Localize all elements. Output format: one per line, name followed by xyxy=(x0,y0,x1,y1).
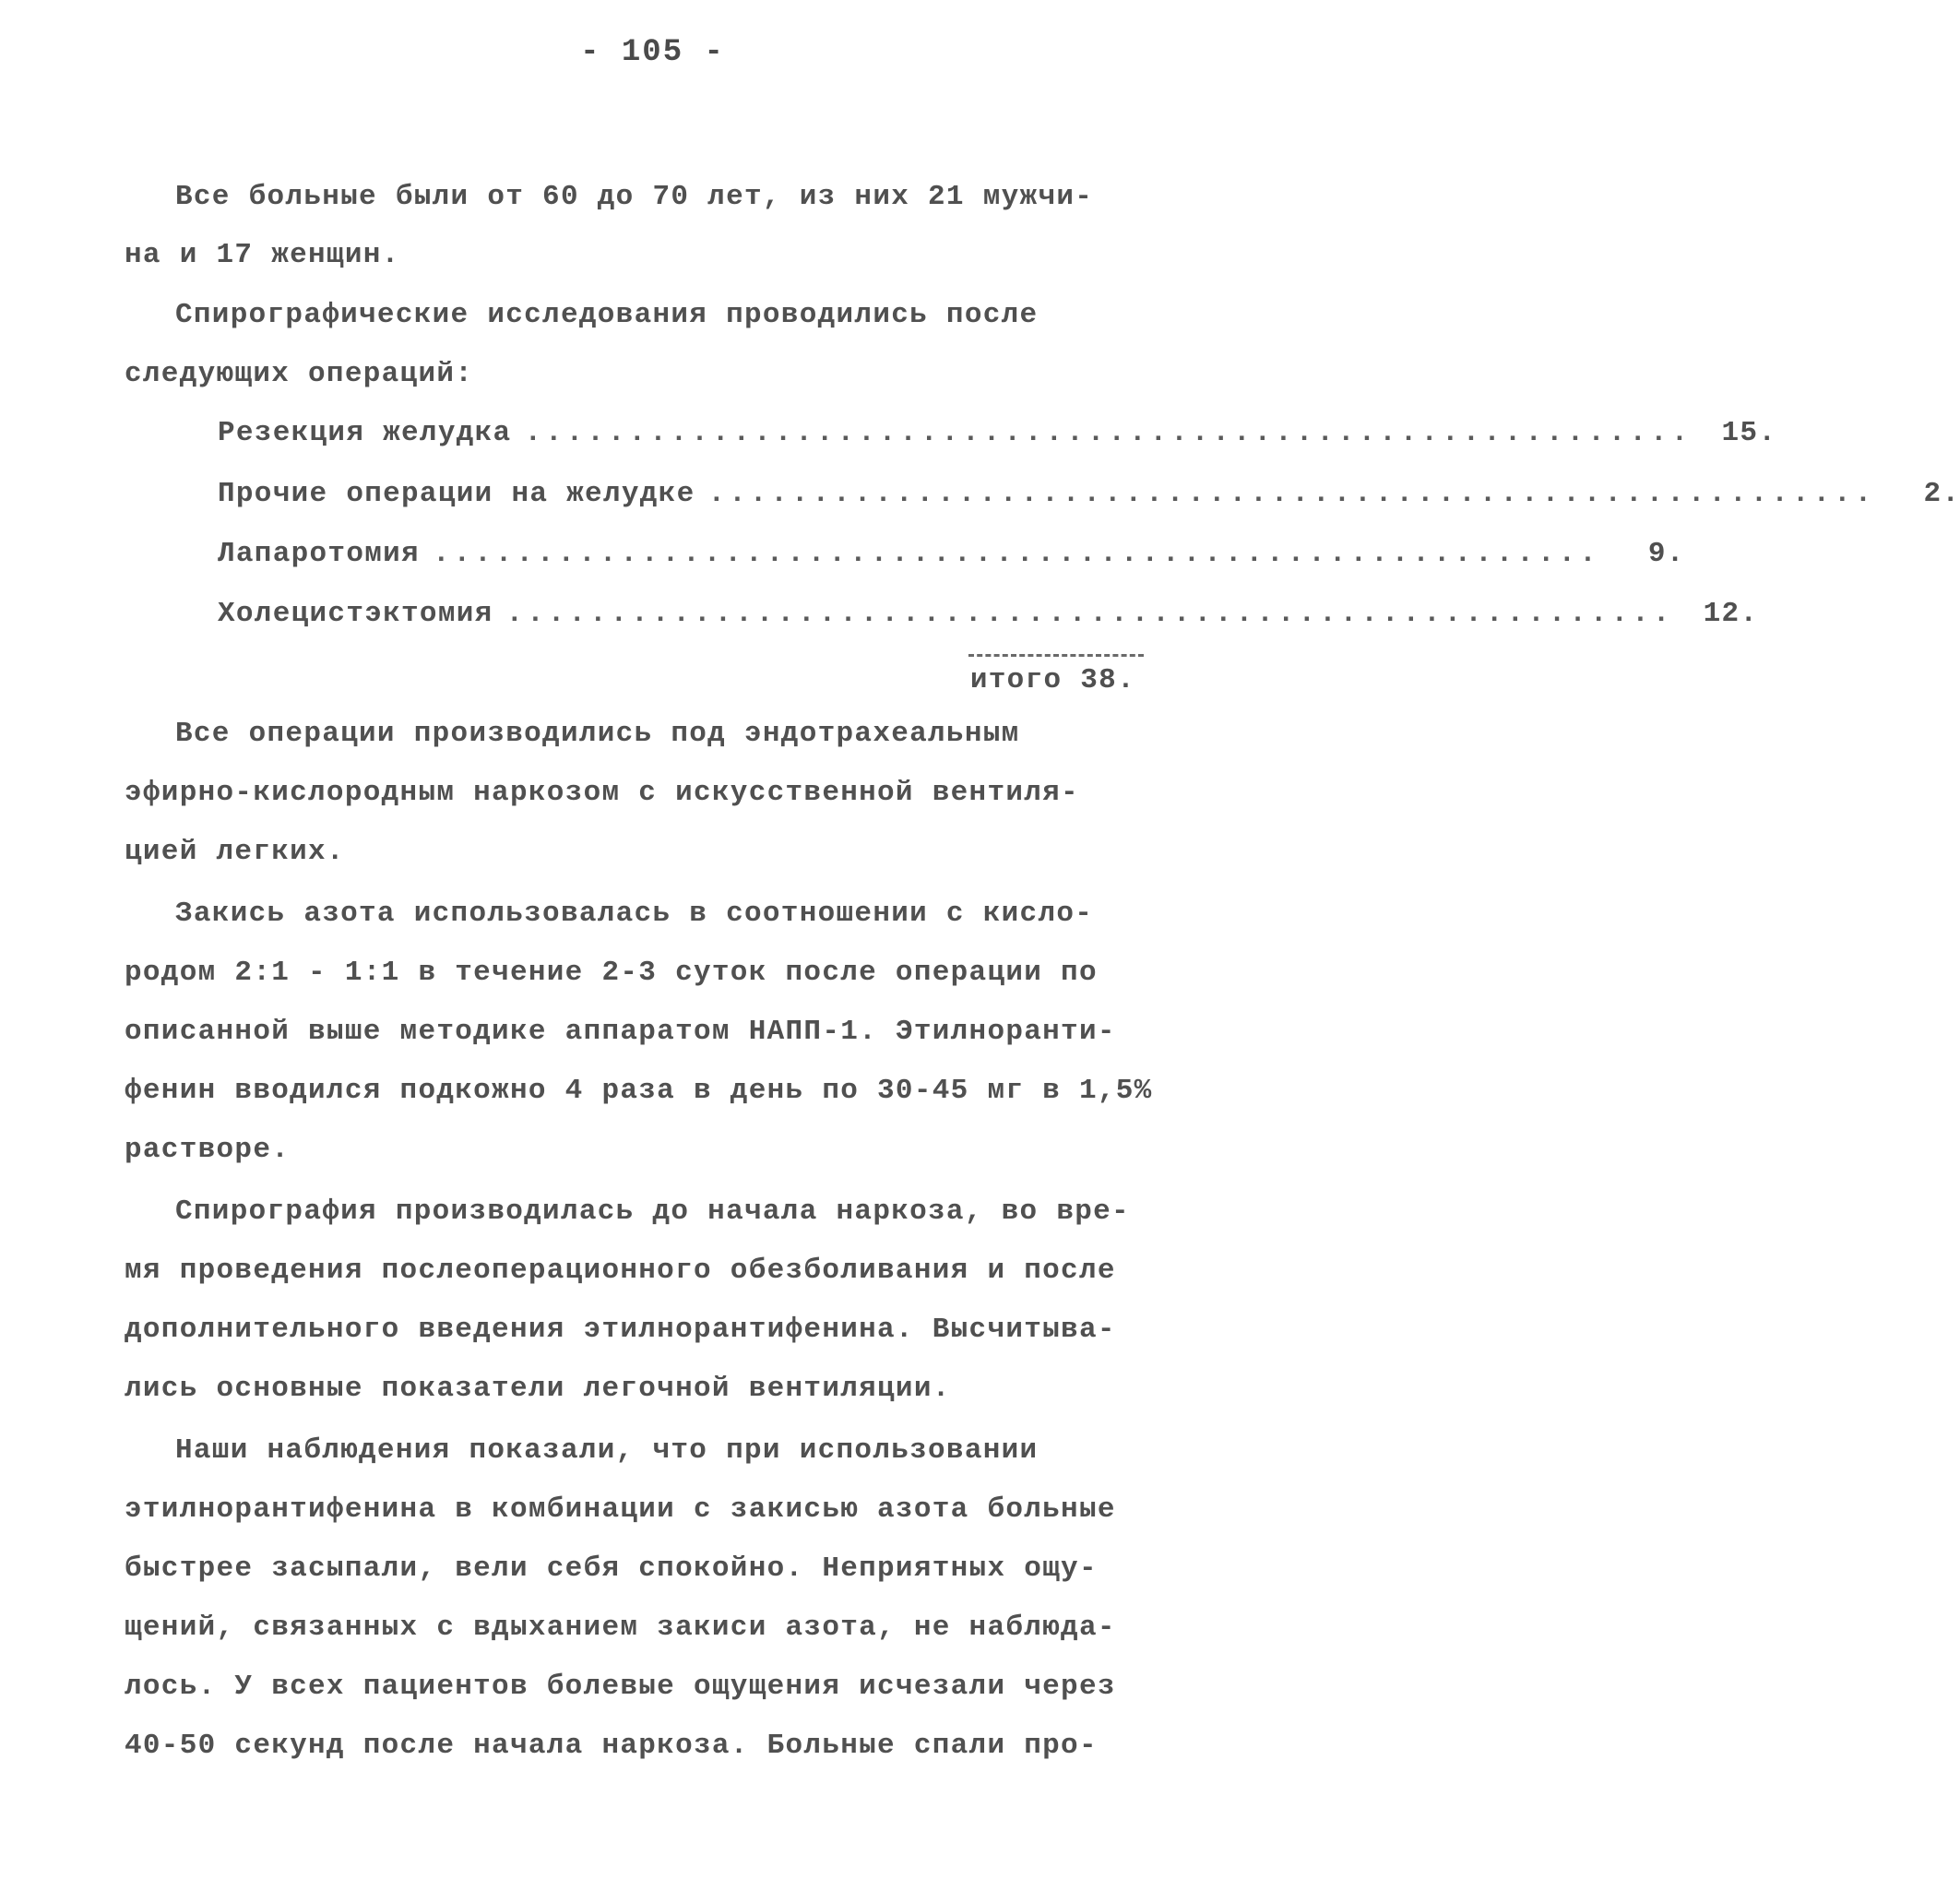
text-line: следующих операций: xyxy=(125,358,474,390)
page-number: - 105 - xyxy=(580,35,725,70)
operation-count: 2. xyxy=(1923,478,1960,510)
total-line xyxy=(922,664,1135,696)
leader-dots: ........................................................ xyxy=(505,598,1674,630)
text-line: Все операции производились под эндотрахеальным xyxy=(175,718,1020,750)
operation-row xyxy=(218,417,1777,449)
operation-row xyxy=(218,538,1685,570)
operation-count: 12. xyxy=(1703,598,1759,630)
total-value: 38. xyxy=(1080,664,1135,696)
operation-row xyxy=(218,478,1960,510)
text-line: эфирно-кислородным наркозом с искусственной вентиля- xyxy=(125,777,1079,809)
operation-name: Прочие операции на желудке xyxy=(218,478,695,510)
operation-name: Резекция желудка xyxy=(218,417,512,449)
text-line: описанной выше методике аппаратом НАПП-1. Этилноранти- xyxy=(125,1016,1116,1048)
text-line: лось. У всех пациентов болевые ощущения исчезали через xyxy=(125,1671,1116,1703)
text-line: Все больные были от 60 до 70 лет, из них 21 мужчи- xyxy=(175,181,1094,213)
text-line: лись основные показатели легочной вентиляции. xyxy=(125,1373,951,1405)
text-line: фенин вводился подкожно 4 раза в день по 30-45 мг в 1,5% xyxy=(125,1075,1153,1107)
total-label: итого xyxy=(969,664,1063,696)
leader-dots: ........................................................ xyxy=(432,538,1600,570)
operation-name: Лапаротомия xyxy=(218,538,420,570)
text-line: дополнительного введения этилнорантифенина. Высчитыва- xyxy=(125,1314,1116,1346)
operation-row xyxy=(218,598,1759,630)
text-line: 40-50 секунд после начала наркоза. Больные спали про- xyxy=(125,1730,1098,1762)
text-line: на и 17 женщин. xyxy=(125,239,400,271)
text-line: быстрее засыпали, вели себя спокойно. Неприятных ощу- xyxy=(125,1552,1098,1585)
text-line: Наши наблюдения показали, что при использовании xyxy=(175,1434,1039,1467)
text-line: этилнорантифенина в комбинации с закисью азота больные xyxy=(125,1493,1116,1526)
text-line: родом 2:1 - 1:1 в течение 2-3 суток после операции по xyxy=(125,957,1098,989)
text-line: цией легких. xyxy=(125,836,345,868)
text-line: мя проведения послеоперационного обезболивания и после xyxy=(125,1255,1116,1287)
operation-count: 9. xyxy=(1647,538,1685,570)
text-line: растворе. xyxy=(125,1134,291,1166)
leader-dots: ........................................................ xyxy=(524,417,1693,449)
operation-name: Холецистэктомия xyxy=(218,598,493,630)
text-line: щений, связанных с вдыханием закиси азота, не наблюда- xyxy=(125,1612,1116,1644)
text-line: Спирография производилась до начала наркоза, во вре- xyxy=(175,1195,1130,1228)
sum-dashed-rule xyxy=(968,654,1144,657)
text-line: Закись азота использовалась в соотношении с кисло- xyxy=(175,898,1094,930)
leader-dots: ........................................................ xyxy=(707,478,1876,510)
text-line: Спирографические исследования проводились после xyxy=(175,299,1039,331)
operation-count: 15. xyxy=(1721,417,1777,449)
